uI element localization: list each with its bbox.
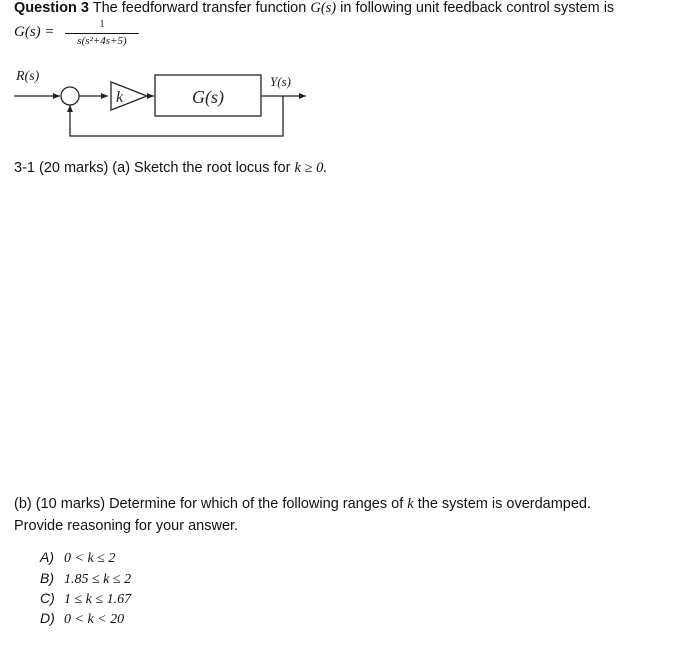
input-label: R(s): [16, 69, 40, 84]
option-label: B): [40, 570, 54, 586]
question-header: [14, 0, 614, 17]
fraction-bar: [65, 33, 139, 34]
part-b-k: k: [407, 496, 414, 512]
block-diagram: [0, 60, 330, 140]
option-range: 0 < k < 20: [64, 612, 125, 627]
part-b-line2: Provide reasoning for your answer.: [14, 518, 239, 534]
plant-label: G(s): [192, 87, 224, 107]
option-c: [40, 590, 131, 608]
question-intro-tail: in following unit feedback control system is: [340, 0, 615, 16]
part-b-line1: [14, 496, 591, 513]
option-range: 1.85 ≤ k ≤ 2: [64, 572, 132, 587]
option-b: [40, 570, 131, 588]
question-intro: The feedforward transfer function: [92, 0, 307, 16]
option-label: D): [40, 610, 55, 626]
option-range: 0 < k ≤ 2: [64, 551, 116, 566]
output-label: Y(s): [270, 74, 291, 89]
question-heading: Question 3: [14, 0, 89, 16]
part-b-end: the system is overdamped.: [417, 496, 592, 512]
option-label: A): [40, 549, 54, 565]
part-b-start: (b) (10 marks) Determine for which of the following ranges of: [14, 496, 404, 512]
summing-junction: [61, 87, 79, 105]
option-d: [40, 610, 124, 628]
g-symbol: G(s): [310, 0, 337, 16]
option-range: 1 ≤ k ≤ 1.67: [64, 592, 132, 607]
transfer-function-lhs: G(s) =: [14, 24, 55, 40]
part-a: [14, 160, 327, 177]
option-a: [40, 549, 115, 567]
option-label: C): [40, 590, 55, 606]
gain-label: k: [116, 89, 124, 106]
tf-denominator: s(s²+4s+5): [77, 35, 127, 47]
part-a-condition: k ≥ 0.: [294, 160, 327, 176]
part-a-text: 3-1 (20 marks) (a) Sketch the root locus for: [14, 160, 291, 176]
tf-numerator: 1: [99, 19, 105, 30]
